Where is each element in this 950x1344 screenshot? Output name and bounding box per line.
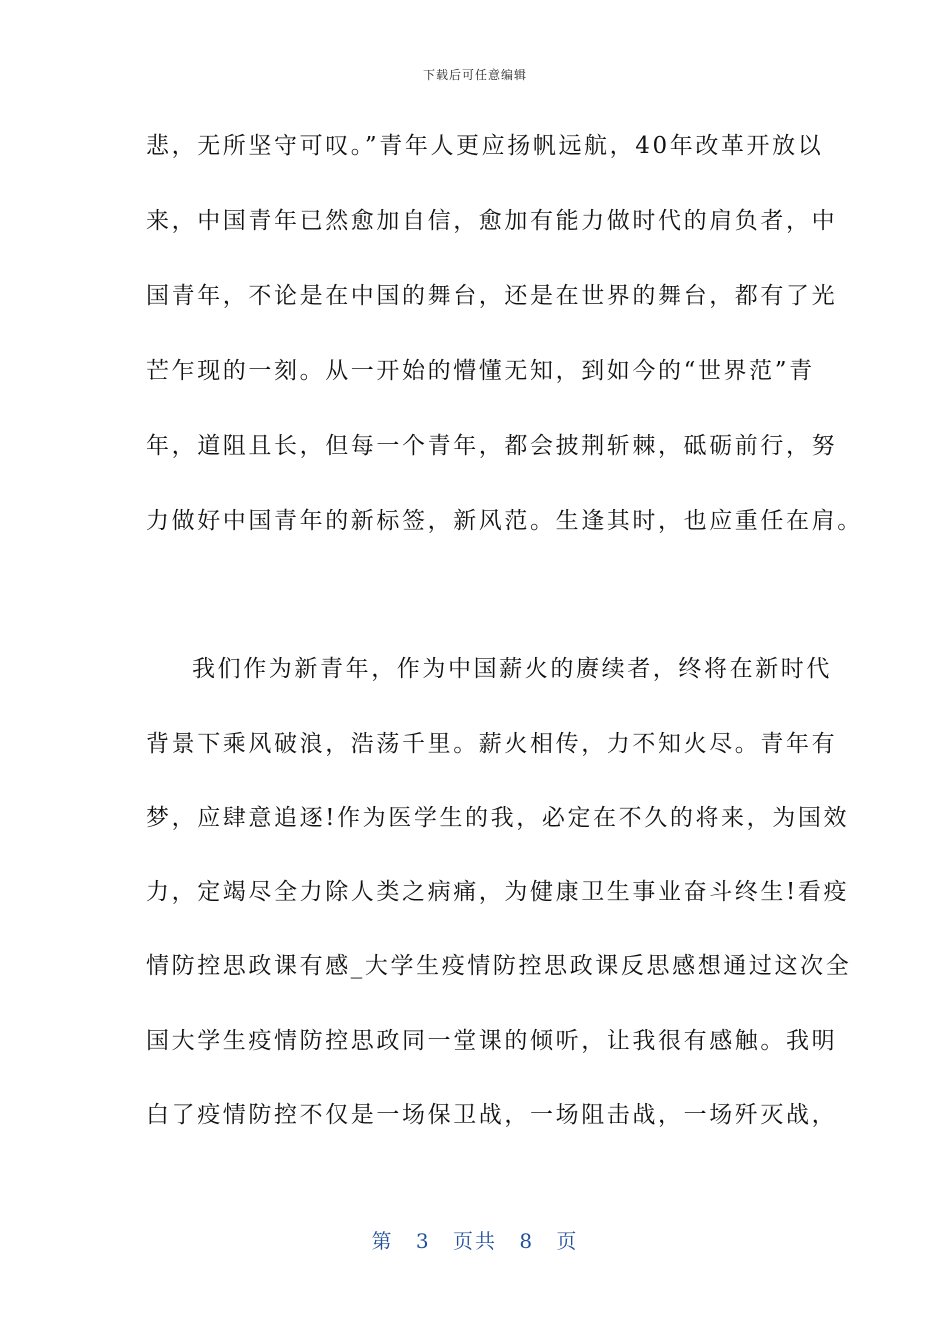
paragraph-2-line-4: 力，定竭尽全力除人类之病痛，为健康卫生事业奋斗终生!看疫 [146,879,850,905]
paragraph-1-line-6: 力做好中国青年的新标签，新风范。生逢其时，也应重任在肩。 [146,508,863,534]
paragraph-2-line-1: 我们作为新青年，作为中国薪火的赓续者，终将在新时代 [192,656,832,682]
paragraph-1-line-3: 国青年，不论是在中国的舞台，还是在世界的舞台，都有了光 [146,283,838,309]
paragraph-2-line-6: 国大学生疫情防控思政同一堂课的倾听，让我很有感触。我明 [146,1028,838,1054]
paragraph-1-line-4: 芒乍现的一刻。从一开始的懵懂无知，到如今的“世界范”青 [146,358,815,384]
paragraph-1-line-5: 年，道阻且长，但每一个青年，都会披荆斩棘，砥砺前行，努 [146,433,838,459]
paragraph-1-line-2: 来，中国青年已然愈加自信，愈加有能力做时代的肩负者，中 [146,208,838,234]
paragraph-2-line-2: 背景下乘风破浪，浩荡千里。薪火相传，力不知火尽。青年有 [146,731,838,757]
page-header-note: 下载后可任意编辑 [422,68,527,82]
page-number-footer: 第 3 页共 8 页 [371,1229,579,1253]
paragraph-2-line-3: 梦，应肆意追逐!作为医学生的我，必定在不久的将来，为国效 [146,805,850,831]
paragraph-2-line-7: 白了疫情防控不仅是一场保卫战，一场阻击战，一场歼灭战， [146,1102,838,1128]
paragraph-1-line-1: 悲，无所坚守可叹。”青年人更应扬帆远航，40年改革开放以 [146,133,824,159]
paragraph-2-line-5: 情防控思政课有感_大学生疫情防控思政课反思感想通过这次全 [146,953,852,979]
